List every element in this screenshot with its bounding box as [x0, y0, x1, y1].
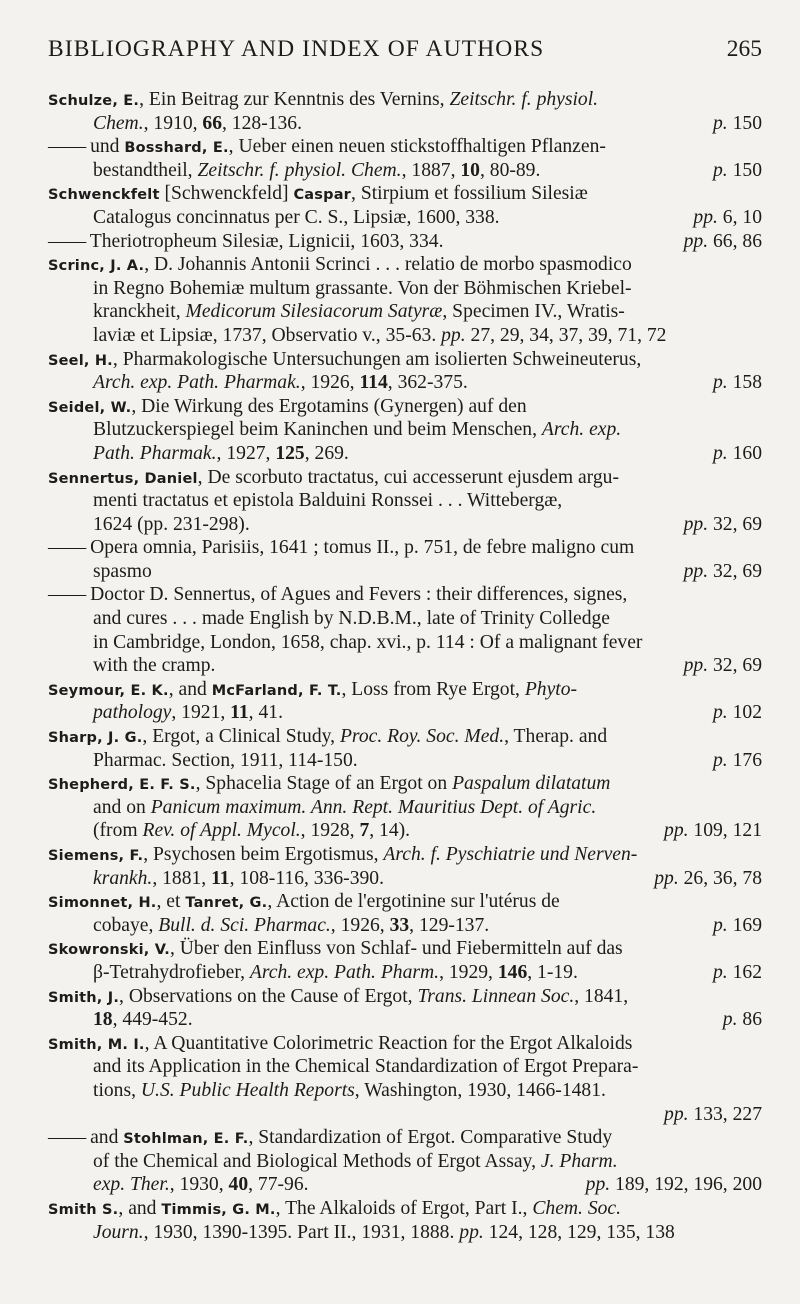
entry-line — [48, 159, 762, 183]
page-reference: pp. 26, 36, 78 — [654, 867, 762, 889]
entry-line — [48, 1197, 762, 1221]
entry-line — [48, 749, 762, 773]
entry-line — [48, 819, 762, 843]
entry-text: Seidel, W., Die Wirkung des Ergotamins (Gynergen) auf den — [48, 395, 527, 417]
bibliography-entry — [48, 88, 762, 135]
bibliography-entry — [48, 678, 762, 725]
entry-line — [48, 418, 762, 442]
entry-text: of the Chemical and Biological Methods of Ergot Assay, J. Pharm. — [93, 1150, 618, 1172]
bibliography-entries — [48, 88, 762, 1244]
entry-text: cobaye, Bull. d. Sci. Pharmac., 1926, 33, 129-137. — [93, 914, 490, 936]
entry-line — [48, 560, 762, 584]
bibliography-entry — [48, 1032, 762, 1126]
bibliography-entry — [48, 348, 762, 395]
entry-line — [48, 300, 762, 324]
running-head: BIBLIOGRAPHY AND INDEX OF AUTHORS — [48, 36, 545, 62]
entry-line — [48, 1103, 762, 1127]
entry-text: —— und Bosshard, E., Ueber einen neuen stickstoffhaltigen Pflanzen- — [48, 136, 606, 158]
entry-line — [48, 206, 762, 230]
entry-text: bestandtheil, Zeitschr. f. physiol. Chem., 1887, 10, 80-89. — [93, 159, 541, 181]
entry-text: in Cambridge, London, 1658, chap. xvi., p. 114 : Of a malignant fever — [93, 631, 643, 653]
entry-text: and cures . . . made English by N.D.B.M., late of Trinity Colledge — [93, 608, 611, 630]
entry-line — [48, 324, 762, 348]
entry-line — [48, 253, 762, 277]
entry-line — [48, 678, 762, 702]
page-reference: pp. 189, 192, 196, 200 — [585, 1174, 762, 1196]
bibliography-entry — [48, 1126, 762, 1197]
entry-text: Smith, M. I., A Quantitative Colorimetric Reaction for the Ergot Alkaloids — [48, 1032, 633, 1054]
page-reference: p. 150 — [713, 112, 762, 134]
page-reference: pp. 32, 69 — [683, 513, 762, 535]
entry-line — [48, 112, 762, 136]
entry-line — [48, 843, 762, 867]
entry-line — [48, 489, 762, 513]
bibliography-entry — [48, 182, 762, 229]
bibliography-entry — [48, 395, 762, 466]
page-reference: pp. 133, 227 — [664, 1103, 762, 1125]
bibliography-entry — [48, 466, 762, 537]
entry-text: Smith S., and Timmis, G. M., The Alkaloids of Ergot, Part I., Chem. Soc. — [48, 1197, 622, 1219]
entry-line — [48, 631, 762, 655]
bibliography-entry — [48, 985, 762, 1032]
entry-text: Chem., 1910, 66, 128-136. — [93, 112, 303, 134]
bibliography-entry — [48, 253, 762, 347]
entry-text: Sharp, J. G., Ergot, a Clinical Study, Proc. Roy. Soc. Med., Therap. and — [48, 726, 608, 748]
entry-line — [48, 442, 762, 466]
page-reference: pp. 32, 69 — [683, 655, 762, 677]
entry-line — [48, 135, 762, 159]
entry-text: 18, 449-452. — [93, 1009, 193, 1031]
entry-line — [48, 1055, 762, 1079]
entry-text: Schwenckfelt [Schwenckfeld] Caspar, Stirpium et fossilium Silesiæ — [48, 183, 588, 205]
entry-line — [48, 395, 762, 419]
entry-text: Arch. exp. Path. Pharmak., 1926, 114, 362-375. — [93, 372, 468, 394]
entry-line — [48, 937, 762, 961]
page-reference: pp. 109, 121 — [664, 820, 762, 842]
entry-text: menti tractatus et epistola Balduini Ronssei . . . Wittebergæ, — [93, 490, 563, 512]
entry-line — [48, 961, 762, 985]
entry-line — [48, 1032, 762, 1056]
bibliography-entry — [48, 725, 762, 772]
bibliography-entry — [48, 583, 762, 677]
entry-text: Siemens, F., Psychosen beim Ergotismus, Arch. f. Pyschiatrie und Nerven- — [48, 844, 638, 865]
page-reference: p. 150 — [713, 159, 762, 181]
bibliography-entry — [48, 135, 762, 182]
entry-line — [48, 890, 762, 914]
entry-line — [48, 654, 762, 678]
bibliography-entry — [48, 937, 762, 984]
entry-line — [48, 466, 762, 490]
entry-text: —— Doctor D. Sennertus, of Agues and Fevers : their differences, signes, — [48, 584, 628, 606]
entry-text: Skowronski, V., Über den Einfluss von Schlaf- und Fiebermitteln auf das — [48, 938, 623, 960]
entry-line — [48, 536, 762, 560]
entry-line — [48, 985, 762, 1009]
entry-text: Scrinc, J. A., D. Johannis Antonii Scrinci . . . relatio de morbo spasmodico — [48, 254, 632, 276]
entry-text: —— Theriotropheum Silesiæ, Lignicii, 1603, 334. — [48, 230, 444, 252]
entry-text: Catalogus concinnatus per C. S., Lipsiæ, 1600, 338. — [93, 206, 500, 228]
entry-text: (from Rev. of Appl. Mycol., 1928, 7, 14). — [93, 820, 411, 842]
entry-line — [48, 867, 762, 891]
page-number: 265 — [726, 36, 762, 62]
entry-line — [48, 796, 762, 820]
entry-line — [48, 230, 762, 254]
entry-line — [48, 513, 762, 537]
entry-text: Schulze, E., Ein Beitrag zur Kenntnis des Vernins, Zeitschr. f. physiol. — [48, 89, 599, 110]
page-reference: pp. 6, 10 — [693, 206, 762, 228]
bibliography-entry — [48, 230, 762, 254]
page-reference: p. 158 — [713, 372, 762, 394]
page-reference: p. 176 — [713, 749, 762, 771]
entry-text: laviæ et Lipsiæ, 1737, Observatio v., 35-63. pp. 27, 29, 34, 37, 39, 71, 72 — [93, 324, 667, 346]
entry-line — [48, 914, 762, 938]
entry-text: krankh., 1881, 11, 108-116, 336-390. — [93, 867, 384, 889]
entry-line — [48, 583, 762, 607]
bibliography-entry — [48, 843, 762, 890]
entry-line — [48, 182, 762, 206]
entry-text: spasmo — [93, 560, 152, 582]
entry-text: —— Opera omnia, Parisiis, 1641 ; tomus II., p. 751, de febre maligno cum — [48, 537, 635, 559]
page-reference: p. 162 — [713, 961, 762, 983]
entry-line — [48, 1079, 762, 1103]
entry-line — [48, 607, 762, 631]
entry-text: exp. Ther., 1930, 40, 77-96. — [93, 1174, 309, 1196]
entry-text: Shepherd, E. F. S., Sphacelia Stage of an Ergot on Paspalum dilatatum — [48, 773, 611, 795]
entry-text: Seymour, E. K., and McFarland, F. T., Loss from Rye Ergot, Phyto- — [48, 678, 578, 700]
bibliography-entry — [48, 536, 762, 583]
entry-text: Pharmac. Section, 1911, 114-150. — [93, 749, 358, 771]
bibliography-entry — [48, 772, 762, 843]
entry-text: tions, U.S. Public Health Reports, Washington, 1930, 1466-1481. — [93, 1079, 606, 1101]
entry-text: Journ., 1930, 1390-1395. Part II., 1931, 1888. pp. 124, 128, 129, 135, 138 — [93, 1221, 675, 1243]
entry-text: kranckheit, Medicorum Silesiacorum Satyræ, Specimen IV., Wratis- — [93, 301, 625, 323]
entry-line — [48, 1150, 762, 1174]
entry-text: Simonnet, H., et Tanret, G., Action de l'ergotinine sur l'utérus de — [48, 891, 560, 913]
page-reference: p. 169 — [713, 914, 762, 936]
entry-line — [48, 701, 762, 725]
page-reference: pp. 66, 86 — [683, 230, 762, 252]
entry-line — [48, 725, 762, 749]
entry-text: Sennertus, Daniel, De scorbuto tractatus, cui accesserunt ejusdem argu- — [48, 466, 619, 488]
page-reference: p. 86 — [722, 1009, 762, 1031]
entry-line — [48, 277, 762, 301]
entry-text: Smith, J., Observations on the Cause of Ergot, Trans. Linnean Soc., 1841, — [48, 985, 629, 1007]
page-reference: p. 102 — [713, 702, 762, 724]
entry-text: β-Tetrahydrofieber, Arch. exp. Path. Pharm., 1929, 146, 1-19. — [93, 961, 578, 983]
entry-text: and on Panicum maximum. Ann. Rept. Mauritius Dept. of Agric. — [93, 796, 597, 818]
entry-text: 1624 (pp. 231-298). — [93, 513, 250, 535]
page-reference: p. 160 — [713, 442, 762, 464]
entry-line — [48, 1008, 762, 1032]
entry-line — [48, 772, 762, 796]
entry-text: with the cramp. — [93, 655, 216, 677]
entry-text: Seel, H., Pharmakologische Untersuchungen am isolierten Schweineuterus, — [48, 348, 642, 370]
entry-text: Blutzuckerspiegel beim Kaninchen und beim Menschen, Arch. exp. — [93, 419, 622, 441]
entry-line — [48, 371, 762, 395]
page-reference: pp. 32, 69 — [683, 560, 762, 582]
entry-line — [48, 1221, 762, 1245]
bibliography-entry — [48, 890, 762, 937]
entry-line — [48, 1126, 762, 1150]
entry-text: and its Application in the Chemical Standardization of Ergot Prepara- — [93, 1056, 639, 1078]
entry-text: Path. Pharmak., 1927, 125, 269. — [93, 442, 349, 464]
bibliography-entry — [48, 1197, 762, 1244]
entry-line — [48, 88, 762, 112]
entry-line — [48, 1173, 762, 1197]
entry-text: pathology, 1921, 11, 41. — [93, 702, 283, 724]
entry-text: in Regno Bohemiæ multum grassante. Von der Böhmischen Kriebel- — [93, 277, 632, 299]
entry-line — [48, 348, 762, 372]
page-header — [48, 36, 762, 76]
entry-text: —— and Stohlman, E. F., Standardization of Ergot. Comparative Study — [48, 1127, 613, 1149]
